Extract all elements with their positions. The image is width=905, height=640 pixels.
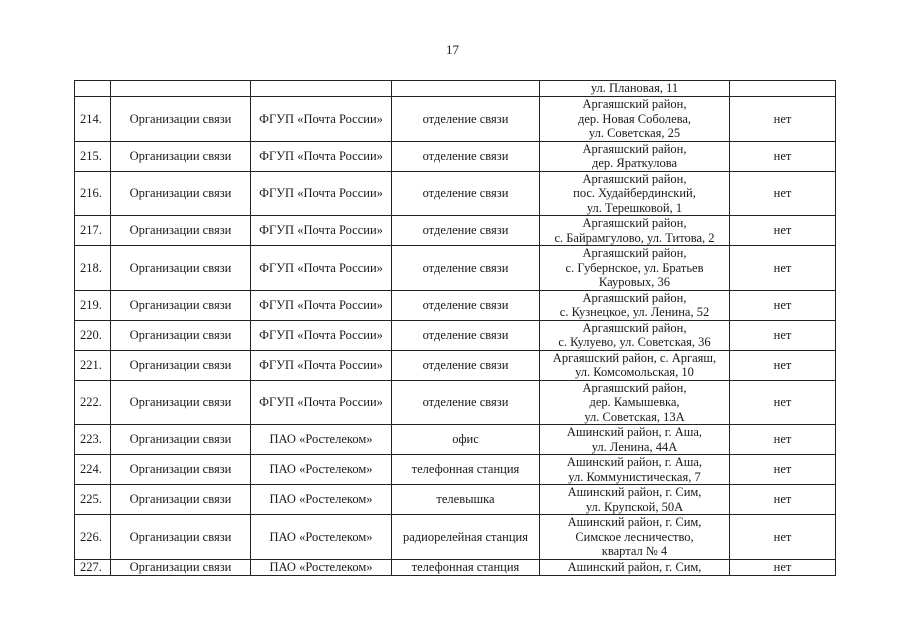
address-line: Аргаяшский район, <box>582 216 687 230</box>
organization-name-cell: ПАО «Ростелеком» <box>251 515 392 560</box>
address-cell <box>540 425 730 455</box>
mark-cell: нет <box>730 216 836 246</box>
organization-name-cell: ФГУП «Почта России» <box>251 380 392 425</box>
table-row <box>75 559 836 575</box>
row-number-cell: 220. <box>75 320 111 350</box>
object-type-cell: радиорелейная станция <box>392 515 540 560</box>
mark-cell: нет <box>730 97 836 142</box>
table-row <box>75 455 836 485</box>
organization-type-cell: Организации связи <box>111 97 251 142</box>
organization-name-cell: ПАО «Ростелеком» <box>251 559 392 575</box>
address-line: Симское лесничество, <box>575 529 694 544</box>
row-number-cell: 215. <box>75 141 111 171</box>
address-line: Аргаяшский район, <box>582 290 687 305</box>
organization-name-cell: ПАО «Ростелеком» <box>251 485 392 515</box>
communications-table <box>74 80 836 576</box>
organization-type-cell: Организации связи <box>111 425 251 455</box>
address-cell <box>540 141 730 171</box>
row-number-cell: 225. <box>75 485 111 515</box>
address-cell <box>540 515 730 560</box>
organization-name-cell: ФГУП «Почта России» <box>251 216 392 246</box>
table-row <box>75 350 836 380</box>
object-type-cell: отделение связи <box>392 246 540 291</box>
row-number-cell: 217. <box>75 216 111 246</box>
address-line: ул. Ленина, 44А <box>591 439 678 454</box>
mark-cell: нет <box>730 350 836 380</box>
table-row <box>75 515 836 560</box>
organization-name-cell: ФГУП «Почта России» <box>251 171 392 216</box>
row-number-cell: 218. <box>75 246 111 291</box>
table-row <box>75 320 836 350</box>
row-number-cell: 214. <box>75 97 111 142</box>
organization-type-cell: Организации связи <box>111 380 251 425</box>
address-cell <box>540 455 730 485</box>
organization-type-cell: Организации связи <box>111 485 251 515</box>
address-cell <box>540 81 730 97</box>
address-line: ул. Терешковой, 1 <box>586 200 683 215</box>
address-line: с. Кулуево, ул. Советская, 36 <box>558 335 711 349</box>
address-line: дер. Яраткулова <box>591 156 678 170</box>
address-line: с. Губернское, ул. Братьев <box>565 260 704 275</box>
row-number-cell: 219. <box>75 290 111 320</box>
address-line: Ашинский район, г. Сим, <box>567 559 702 574</box>
address-line: ул. Комсомольская, 10 <box>575 365 694 379</box>
address-line: Ашинский район, г. Аша, <box>566 455 703 469</box>
address-cell <box>540 171 730 216</box>
table-row <box>75 380 836 425</box>
object-type-cell: отделение связи <box>392 350 540 380</box>
address-cell <box>540 350 730 380</box>
object-type-cell: отделение связи <box>392 141 540 171</box>
object-type-cell: телефонная станция <box>392 559 540 575</box>
organization-name-cell <box>251 81 392 97</box>
address-cell <box>540 216 730 246</box>
mark-cell: нет <box>730 171 836 216</box>
page-number: 17 <box>446 42 459 57</box>
table-row <box>75 171 836 216</box>
object-type-cell: отделение связи <box>392 216 540 246</box>
organization-name-cell: ФГУП «Почта России» <box>251 246 392 291</box>
address-line: ул. Плановая, 11 <box>590 81 679 95</box>
object-type-cell: телефонная станция <box>392 455 540 485</box>
row-number-cell: 221. <box>75 350 111 380</box>
mark-cell <box>730 81 836 97</box>
object-type-cell: офис <box>392 425 540 455</box>
object-type-cell: отделение связи <box>392 380 540 425</box>
organization-type-cell <box>111 81 251 97</box>
address-line: Аргаяшский район, с. Аргаяш, <box>552 350 717 365</box>
address-line: квартал № 4 <box>601 544 668 558</box>
organization-type-cell: Организации связи <box>111 320 251 350</box>
address-line: Аргаяшский район, <box>582 320 687 335</box>
table-body <box>75 81 836 576</box>
organization-type-cell: Организации связи <box>111 290 251 320</box>
address-line: Аргаяшский район, <box>582 141 687 156</box>
organization-type-cell: Организации связи <box>111 515 251 560</box>
mark-cell: нет <box>730 559 836 575</box>
address-cell <box>540 246 730 291</box>
organization-name-cell: ФГУП «Почта России» <box>251 320 392 350</box>
address-line: Аргаяшский район, <box>582 171 687 186</box>
organization-type-cell: Организации связи <box>111 455 251 485</box>
table-row <box>75 246 836 291</box>
object-type-cell: отделение связи <box>392 290 540 320</box>
address-cell <box>540 380 730 425</box>
mark-cell: нет <box>730 320 836 350</box>
address-line: ул. Крупской, 50А <box>585 499 684 514</box>
address-line: Ашинский район, г. Сим, <box>567 515 702 529</box>
address-cell <box>540 320 730 350</box>
organization-name-cell: ФГУП «Почта России» <box>251 350 392 380</box>
organization-type-cell: Организации связи <box>111 350 251 380</box>
organization-name-cell: ФГУП «Почта России» <box>251 141 392 171</box>
address-line: ул. Советская, 25 <box>588 126 681 140</box>
address-line: ул. Советская, 13А <box>584 409 685 424</box>
mark-cell: нет <box>730 485 836 515</box>
table-row <box>75 141 836 171</box>
address-cell <box>540 97 730 142</box>
organization-type-cell: Организации связи <box>111 171 251 216</box>
table-row <box>75 425 836 455</box>
address-line: с. Кузнецкое, ул. Ленина, 52 <box>559 305 710 319</box>
object-type-cell <box>392 81 540 97</box>
object-type-cell: телевышка <box>392 485 540 515</box>
address-cell <box>540 485 730 515</box>
organization-name-cell: ФГУП «Почта России» <box>251 290 392 320</box>
organization-type-cell: Организации связи <box>111 216 251 246</box>
row-number-cell: 223. <box>75 425 111 455</box>
address-line: дер. Камышевка, <box>589 395 680 409</box>
row-number-cell: 216. <box>75 171 111 216</box>
address-line: Аргаяшский район, <box>582 380 687 395</box>
address-line: Кауровых, 36 <box>598 275 671 289</box>
mark-cell: нет <box>730 380 836 425</box>
address-line: Ашинский район, г. Аша, <box>566 425 703 439</box>
organization-type-cell: Организации связи <box>111 246 251 291</box>
object-type-cell: отделение связи <box>392 320 540 350</box>
row-number-cell: 224. <box>75 455 111 485</box>
mark-cell: нет <box>730 246 836 291</box>
organization-type-cell: Организации связи <box>111 559 251 575</box>
address-line: ул. Коммунистическая, 7 <box>568 469 701 484</box>
table-row <box>75 97 836 142</box>
address-line: Аргаяшский район, <box>582 97 687 111</box>
row-number-cell: 227. <box>75 559 111 575</box>
organization-type-cell: Организации связи <box>111 141 251 171</box>
table-row <box>75 81 836 97</box>
organization-name-cell: ФГУП «Почта России» <box>251 97 392 142</box>
organization-name-cell: ПАО «Ростелеком» <box>251 455 392 485</box>
mark-cell: нет <box>730 455 836 485</box>
table-row <box>75 290 836 320</box>
mark-cell: нет <box>730 290 836 320</box>
object-type-cell: отделение связи <box>392 171 540 216</box>
row-number-cell: 226. <box>75 515 111 560</box>
address-line: пос. Худайбердинский, <box>573 186 696 200</box>
table-row <box>75 485 836 515</box>
mark-cell: нет <box>730 425 836 455</box>
address-line: дер. Новая Соболева, <box>577 111 692 126</box>
address-line: с. Байрамгулово, ул. Титова, 2 <box>554 230 715 245</box>
address-line: Аргаяшский район, <box>582 246 687 260</box>
row-number-cell <box>75 81 111 97</box>
mark-cell: нет <box>730 141 836 171</box>
address-cell <box>540 290 730 320</box>
table-row <box>75 216 836 246</box>
mark-cell: нет <box>730 515 836 560</box>
row-number-cell: 222. <box>75 380 111 425</box>
organization-name-cell: ПАО «Ростелеком» <box>251 425 392 455</box>
address-cell <box>540 559 730 575</box>
object-type-cell: отделение связи <box>392 97 540 142</box>
address-line: Ашинский район, г. Сим, <box>567 485 702 499</box>
